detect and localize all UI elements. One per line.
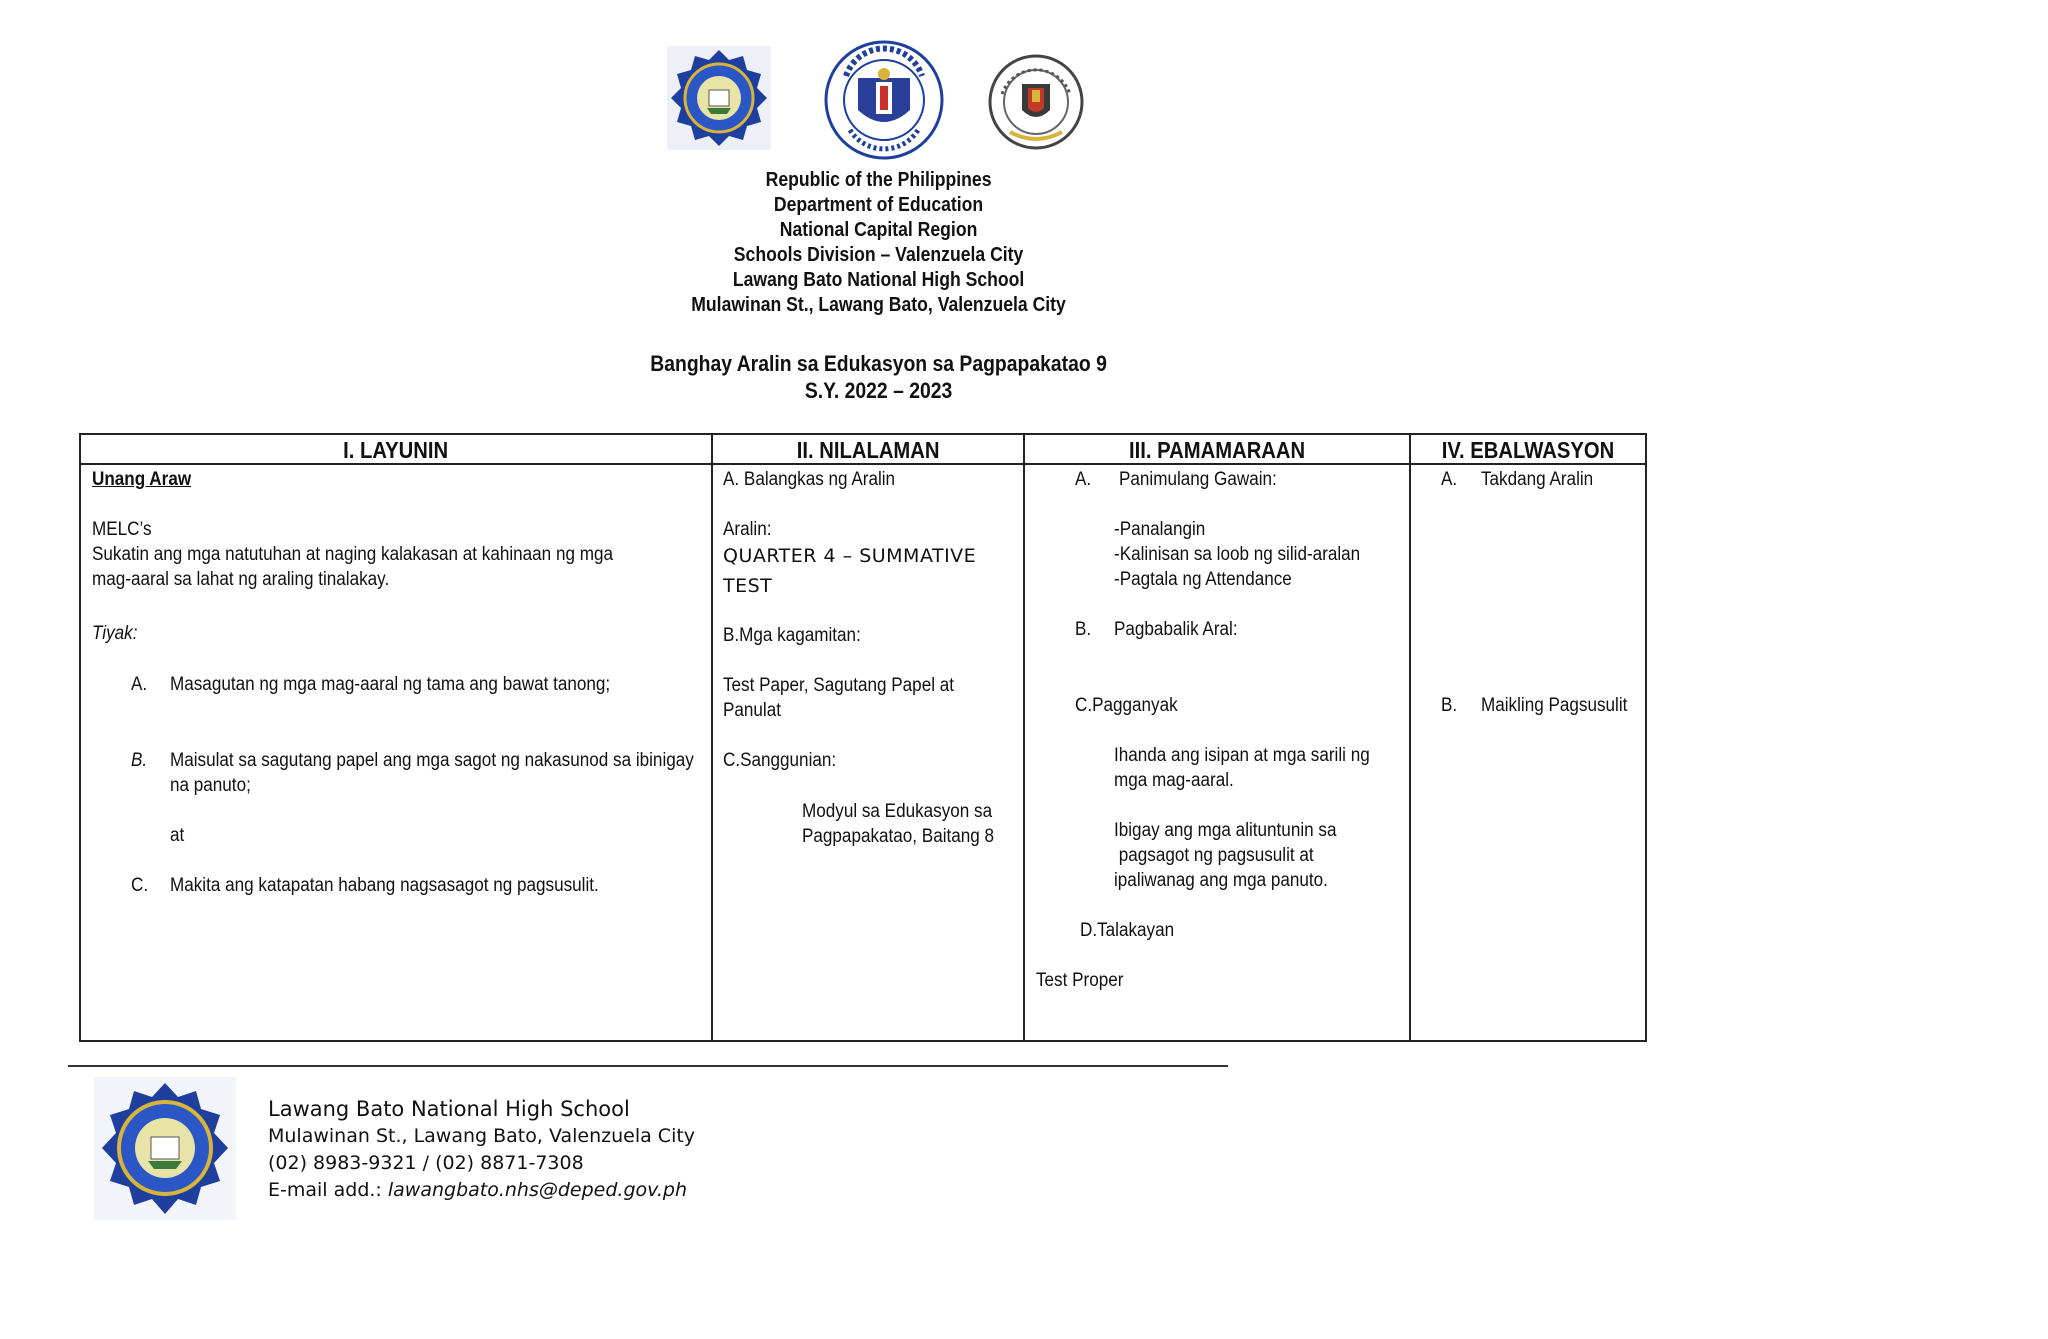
objective-b-line-1-text: Maisulat sa sagutang papel ang mga sagot ng nakasunod sa ibinigay — [170, 750, 694, 771]
maikling-pagsusulit-marker-text: B. — [1441, 695, 1458, 716]
footer-school-name: Lawang Bato National High School — [268, 1097, 630, 1121]
balangkas-label — [723, 467, 914, 492]
test-proper-label-text: Test Proper — [1036, 970, 1124, 991]
division-seal-logo — [988, 54, 1084, 150]
sanggunian-label — [723, 748, 849, 773]
pagganyak-line-4-text: pagsagot ng pagsusulit at — [1114, 845, 1314, 866]
sanggunian-line-1-text: Modyul sa Edukasyon sa — [802, 801, 993, 822]
lesson-plan-subject: Banghay Aralin sa Edukasyon sa Pagpapakatao 9 — [650, 351, 1107, 376]
balik-aral-marker — [1075, 617, 1093, 642]
panimula-label-text: Panimulang Gawain: — [1119, 469, 1277, 490]
column-header-pamamaraan — [1025, 435, 1409, 465]
lesson-plan-table — [79, 433, 1647, 1042]
footer-email-link[interactable]: lawangbato.nhs@deped.gov.ph — [387, 1179, 687, 1201]
melc-label — [92, 517, 158, 542]
column-ebalwasyon — [1409, 435, 1645, 1040]
objective-at-connector — [170, 823, 186, 848]
takdang-aralin-marker-text: A. — [1441, 469, 1458, 490]
panimula-item-panalangin-text: -Panalangin — [1114, 519, 1206, 540]
footer-school-seal-logo — [94, 1077, 236, 1220]
header-line-region: National Capital Region — [779, 219, 978, 241]
objective-b-marker-text: B. — [131, 750, 148, 771]
footer-address: Mulawinan St., Lawang Bato, Valenzuela City — [268, 1125, 696, 1147]
objective-c-text — [170, 873, 646, 898]
deped-seal-logo — [822, 38, 946, 162]
header-line-address: Mulawinan St., Lawang Bato, Valenzuela City — [691, 294, 1066, 316]
panimula-item-kalinisan-text: -Kalinisan sa loob ng silid-aralan — [1114, 544, 1361, 565]
test-proper-label — [1036, 968, 1133, 993]
pagganyak-line-1 — [1114, 743, 1398, 768]
footer-divider — [68, 1065, 1228, 1067]
sanggunian-label-text: C.Sanggunian: — [723, 750, 837, 771]
pagganyak-line-2 — [1114, 768, 1247, 793]
aralin-title-line-1: QUARTER 4 – SUMMATIVE — [723, 545, 977, 567]
column-header-nilalaman — [713, 435, 1023, 465]
panimula-item-attendance — [1114, 567, 1312, 592]
kagamitan-label-text: B.Mga kagamitan: — [723, 625, 861, 646]
talakayan-label-text: D.Talakayan — [1080, 920, 1175, 941]
kagamitan-label — [723, 623, 876, 648]
panimula-label — [1119, 467, 1294, 492]
column-header-pamamaraan-text: III. PAMAMARAAN — [1128, 437, 1306, 463]
kagamitan-line-1-text: Test Paper, Sagutang Papel at — [723, 675, 955, 696]
sanggunian-line-1 — [802, 799, 1013, 824]
sanggunian-line-2 — [802, 824, 1015, 849]
column-header-ebalwasyon-text: IV. EBALWASYON — [1441, 437, 1615, 463]
footer-phone: (02) 8983-9321 / (02) 8871-7308 — [268, 1152, 584, 1174]
objective-at-text: at — [170, 825, 185, 846]
footer-email-row — [268, 1177, 695, 1204]
objective-a-text — [170, 672, 659, 697]
header-line-department: Department of Education — [773, 194, 984, 216]
objective-b-marker — [131, 748, 149, 773]
header-logos — [665, 46, 1085, 156]
balik-aral-marker-text: B. — [1075, 619, 1092, 640]
institution-header — [105, 168, 1651, 318]
takdang-aralin-marker — [1441, 467, 1459, 492]
panimula-item-panalangin — [1114, 517, 1215, 542]
school-seal-logo — [667, 46, 771, 150]
balik-aral-label — [1114, 617, 1251, 642]
maikling-pagsusulit-label — [1481, 693, 1644, 718]
column-header-nilalaman-text: II. NILALAMAN — [796, 437, 940, 463]
talakayan-label — [1080, 918, 1185, 943]
pagganyak-line-5-text: ipaliwanag ang mga panuto. — [1114, 870, 1328, 891]
melc-line-1 — [92, 542, 671, 567]
column-layunin — [81, 435, 711, 1040]
aralin-label-text: Aralin: — [723, 519, 772, 540]
tiyak-label-text: Tiyak: — [92, 623, 138, 644]
objective-a-marker — [131, 672, 149, 697]
objective-b-line-2 — [170, 773, 260, 798]
objective-b-line-2-text: na panuto; — [170, 775, 251, 796]
kagamitan-line-2-text: Panulat — [723, 700, 782, 721]
column-pamamaraan — [1023, 435, 1409, 1040]
column-header-layunin — [81, 435, 711, 465]
melc-line-2-text: mag-aaral sa lahat ng araling tinalakay. — [92, 569, 390, 590]
objective-a-text-content: Masagutan ng mga mag-aaral ng tama ang bawat tanong; — [170, 674, 611, 695]
melc-line-1-text: Sukatin ang mga natutuhan at naging kalakasan at kahinaan ng mga — [92, 544, 613, 565]
pagganyak-line-3 — [1114, 818, 1361, 843]
balik-aral-label-text: Pagbabalik Aral: — [1114, 619, 1238, 640]
pagganyak-line-1-text: Ihanda ang isipan at mga sarili ng — [1114, 745, 1370, 766]
pagganyak-label-text: C.Pagganyak — [1075, 695, 1178, 716]
day-label-text: Unang Araw — [92, 469, 192, 490]
header-line-republic: Republic of the Philippines — [765, 169, 992, 191]
header-line-division: Schools Division – Valenzuela City — [733, 244, 1024, 266]
lesson-plan-title — [105, 350, 1651, 404]
objective-c-text-content: Makita ang katapatan habang nagsasagot ng pagsusulit. — [170, 875, 599, 896]
panimula-marker-text: A. — [1075, 469, 1092, 490]
objective-b-line-1 — [170, 748, 752, 773]
balangkas-label-text: A. Balangkas ng Aralin — [723, 469, 896, 490]
aralin-title-line-2: TEST — [723, 575, 773, 597]
tiyak-label — [92, 621, 143, 646]
footer-email-label: E-mail add.: — [268, 1179, 388, 1201]
maikling-pagsusulit-marker — [1441, 693, 1459, 718]
aralin-label — [723, 517, 777, 542]
pagganyak-line-5 — [1114, 868, 1352, 893]
maikling-pagsusulit-label-text: Maikling Pagsusulit — [1481, 695, 1628, 716]
objective-c-marker — [131, 873, 150, 898]
column-header-layunin-text: I. LAYUNIN — [343, 437, 449, 463]
pagganyak-label — [1075, 693, 1189, 718]
objective-c-marker-text: C. — [131, 875, 149, 896]
kagamitan-line-2 — [723, 698, 787, 723]
takdang-aralin-label-text: Takdang Aralin — [1481, 469, 1594, 490]
panimula-marker — [1075, 467, 1093, 492]
pagganyak-line-3-text: Ibigay ang mga alituntunin sa — [1114, 820, 1337, 841]
panimula-item-attendance-text: -Pagtala ng Attendance — [1114, 569, 1292, 590]
sanggunian-line-2-text: Pagpapakatao, Baitang 8 — [802, 826, 995, 847]
header-line-school: Lawang Bato National High School — [732, 269, 1025, 291]
melc-line-2 — [92, 567, 422, 592]
column-nilalaman — [711, 435, 1023, 1040]
takdang-aralin-label — [1481, 467, 1606, 492]
pagganyak-line-4 — [1114, 843, 1336, 868]
day-label — [92, 467, 202, 492]
objective-a-marker-text: A. — [131, 674, 148, 695]
melc-label-text: MELC’s — [92, 519, 152, 540]
panimula-item-kalinisan — [1114, 542, 1388, 567]
footer-contact — [268, 1096, 695, 1204]
kagamitan-line-1 — [723, 673, 980, 698]
pagganyak-line-2-text: mga mag-aaral. — [1114, 770, 1234, 791]
column-header-ebalwasyon — [1411, 435, 1645, 465]
school-year: S.Y. 2022 – 2023 — [804, 378, 953, 403]
